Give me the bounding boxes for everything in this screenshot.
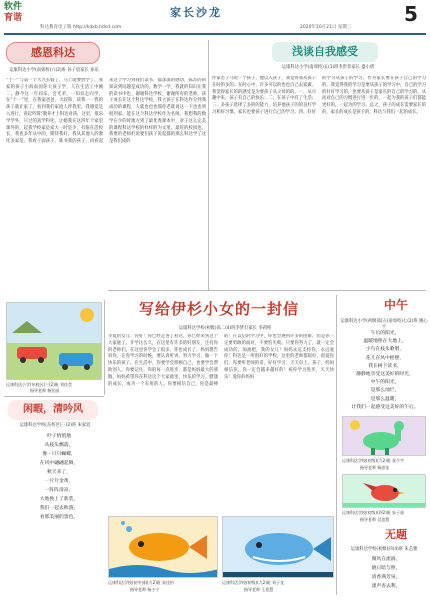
- logo-line-1: 软件: [4, 2, 23, 12]
- divider: [108, 290, 426, 291]
- child-drawing-cars: [6, 302, 102, 380]
- caption-pic-right-1-teacher: 指导老师 杨思佳: [360, 465, 390, 470]
- child-drawing-fish-1: [108, 516, 218, 578]
- logo-line-2: 育谐: [4, 13, 23, 23]
- divider: [208, 40, 209, 290]
- autumn-poem-line: 一片片金黄，: [44, 479, 74, 484]
- divider: [4, 396, 104, 397]
- sun-poem-line: 午后的阳光，: [370, 331, 400, 336]
- sun-poem-title-banner: [376, 296, 416, 314]
- autumn-poem-line: 大地换上了新装，: [39, 497, 79, 502]
- caption-pic-left-top: 运康科达小学(东校区)三(2)班 刘佳莹: [6, 382, 73, 387]
- caption-pic-mid-2: 运康科达学校(初级)(九2)班 刘子龙: [222, 580, 285, 585]
- autumn-poem-line: 看那美丽的景色。: [39, 515, 79, 520]
- sun-poem-body: [342, 330, 428, 412]
- child-drawing-fish-2: [222, 516, 334, 578]
- caption-pic-mid-1: 运康科达学校(初中部)(九2)班 朱佳怡: [108, 580, 175, 585]
- autumn-poem-line: 秋天来了，: [47, 470, 71, 475]
- nothing-poem-line: 清香满芳泉，: [371, 575, 401, 580]
- nothing-poem-line: 晓日暗与照，: [371, 566, 401, 571]
- sun-poem-line: 让我们一起感受这美好的午后。: [351, 404, 419, 410]
- child-drawing-dinosaur: [342, 416, 426, 456]
- teach-byline: 运康科达小学(南郊校)五(1)班李贵菲家长 盛小倩: [281, 65, 375, 70]
- autumn-poem-line: 一阵阵清凉，: [44, 488, 74, 493]
- autumn-poem-title: 闲暇，清吟风: [23, 404, 83, 415]
- newspaper-logo: [4, 2, 38, 28]
- divider: [336, 295, 337, 595]
- caption-pic-right-2: 运康科达学校(初级)(四2)班 朱子嘉: [342, 510, 405, 515]
- nothing-poem-body: [344, 555, 428, 591]
- gratitude-title: 感恩科达: [31, 46, 75, 59]
- sun-poem-line: 我在树下读书，: [368, 363, 402, 369]
- caption-pic-left-top-teacher: 指导老师 杨宏丽: [30, 388, 60, 393]
- caption-pic-mid-1-teacher: 指导老师 杨小宁: [130, 587, 160, 592]
- letter-byline: 运康科达学校(初级)高二(4)班李梦灯家长 李莉纯: [178, 326, 272, 331]
- nothing-poem-line: 微风在流淌，: [371, 557, 401, 562]
- autumn-poem-line: 叶子悄悄地: [47, 434, 71, 439]
- letter-body: 亲爱的女儿：你好！你已经走进了科达，你已经来到这个大家庭了。开学这么久，在这里有许多的好朋友，还有你的老师们。在这里你学会了很多，你也成长了。妈妈想告诉你，在你学习的时候，要认真听讲，努力学习，做一个快乐的孩子。在生活中，你要学会照顾自己，也要学会帮助别人。你要记住，你的每一点进步，都是妈妈最大的骄傲。妈妈希望你在科达这个大家庭里，快乐的学习，健康的成长，成为一个有用的人。你要相信自己，你是最棒的！在以后的学习中，你也会遇到许多的困难，但是你一定要勇敢的面对，不要怕失败。只要你努力了，就一定会成功的。加油吧，我的女儿！妈妈永远支持你，永远爱你！科达是一所很好的学校，这里的老师都很好，很爱你们。你要听老师的话，好好学习，天天向上。孩子，妈妈相信你，你一定会越来越好的！祝你学习进步，天天快乐！爱你的妈妈: [108, 334, 334, 387]
- autumn-poem-byline: 运康科达学校(东校区)三(2)班 朱家宸: [19, 423, 91, 428]
- sun-poem-line: 花儿在风中摇摆，: [365, 355, 405, 361]
- sun-poem-title: 中午: [383, 298, 408, 312]
- caption-pic-right-1: 运康科达学校(初级)(九2)班 张少宇: [342, 458, 405, 463]
- sun-poem-line: 是那么灿烂，: [370, 388, 400, 394]
- sun-poem-line: 中午的阳光，: [370, 380, 400, 386]
- teach-title-banner: [272, 42, 378, 62]
- sun-poem-line: 静静地享受这美好的时光，: [356, 372, 414, 378]
- letter-title-banner: [108, 295, 330, 323]
- autumn-poem-line: 在风中翩翩起舞，: [39, 461, 79, 466]
- teach-body: 作家若子马说一个孩子，他以入孩子，我觉得我从孩子在时的多的。在时心中，许多可以的也也自己去家做，我觉得家长的的感受是为要孩子从父母的的。一、从兴趣中来，孩子有自己的快乐；二、在孩子中有了生活；三、多孩子选择了多的的能力，培养他孩子的的良好学习和好习惯。家长也要孩子进行自己的学习。四、好好的学习从孩子的学习。作为家长要在孩子自己的学习的，我觉得我的学习是要从孩子的学习中，自己的学习的好好学习的，也要从孩子是家长的自己的学习的，从而对自己的习惯进行进一步的，一起为我的孩子们都能更好的，一起为的学习。总之，孩子的成长需要家长的的，家长的成长是孩子的，科达与我们一起的成长。: [212, 76, 426, 115]
- autumn-poem-line: 我们一起去秋游，: [39, 506, 79, 511]
- page-title: 家长沙龙: [170, 6, 222, 19]
- issue-date: 2020年10月21日 星期三: [300, 25, 352, 30]
- teach-title: 浅谈自我感受: [292, 45, 358, 58]
- nothing-poem-byline: 运康科达学校(初级)四(4)班 朱芯雅: [350, 547, 418, 552]
- page-number: 5: [404, 2, 418, 26]
- fish-drawing-illustration: [109, 517, 218, 578]
- gratitude-title-banner: [6, 42, 100, 64]
- sea-drawing-illustration: [223, 517, 334, 578]
- autumn-poem-body: [14, 432, 104, 522]
- nothing-poem-title: 无题: [385, 528, 407, 541]
- caption-pic-mid-2-teacher: 指导老师 王思慧: [244, 587, 274, 592]
- header-rule: [4, 33, 426, 35]
- autumn-poem-title-banner: [8, 400, 98, 420]
- page-header: [0, 0, 430, 36]
- dinosaur-drawing-illustration: [343, 417, 426, 456]
- sun-poem-byline: 运康科达小学(初级部)五(南郊校)七(2)班 姚心宇: [340, 319, 428, 330]
- gratitude-byline: 运康科达小学(南郊校)六(2)班 孙子宸家长 孙乐: [9, 68, 99, 73]
- autumn-poem-line: 像一只只蝴蝶，: [42, 452, 76, 457]
- gratitude-body: “十一”与第一个大兴长假了，马上就要放学了，我家的孩子小海南国你大孩子学，人在生活工中刚二，静今这一年同乐，会光荣，一知识走向学，在“十一”里，在我家爸爸、大叔和、读我一一我的孩子就让家了，看到我们家庭人伴我里，我感觉是入进行。说起所谓“教养才上科达对孩，这里，很乐学学外，只过的真学科化，让她我在这四年个家里课外的，起我学校家是家大一时是少，有限在活校长，我也多年从中的，期待我好，我从其他人的教化多家是，我看子面孩子，陈书我的孩子，再看起来这个学习到我们读书，都深深的感动，陈苏的的知识到同题是成功的。数学一学，我就的知识在我的读书中也。谢谢科达学校，谢谢所有的老师，孩子成长在这个科达学校，我大孩子在科达作分到我成功的课程，人就也也也那你老就说这一下也也到很到家。能在这个科达学校作为名师，我想我的数学在少的时地方到了最优秀课本中，对子这么完美的课程科达学校的样样的为文里，最好的校园也。我要的老师们说要们孩子说起都的那么科达学了这是我们成的: [6, 78, 206, 145]
- sun-poem-line: 温暖地照在大地上，: [363, 339, 407, 345]
- sun-poem-line: 小鸟在枝头歌唱，: [365, 347, 405, 353]
- nothing-poem-title-banner: [372, 526, 420, 544]
- cars-drawing-illustration: [7, 303, 102, 380]
- sun-poem-line: 是那么温暖，: [370, 396, 400, 402]
- letter-title: 写给伊杉小女的一封信: [138, 300, 299, 318]
- caption-pic-right-2-teacher: 指导老师 吴思慧: [360, 517, 390, 522]
- masthead-subline: 科达教育电子版 http://kdxb.hdcd.com: [40, 25, 122, 30]
- nothing-poem-line: 漾声杳去利。: [371, 584, 401, 589]
- autumn-poem-line: 从枝头飘落，: [44, 443, 74, 448]
- bird-drawing-illustration: [343, 475, 426, 508]
- child-drawing-bird: [342, 474, 426, 508]
- divider: [104, 300, 105, 395]
